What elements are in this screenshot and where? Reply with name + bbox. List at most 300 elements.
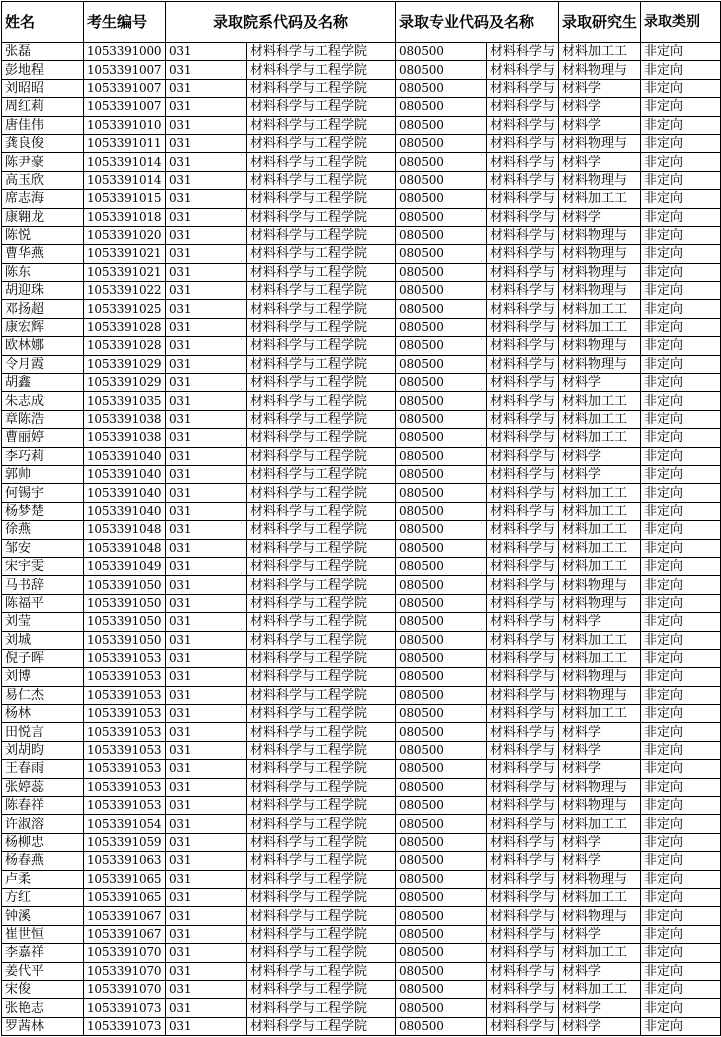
cell-category: 非定向: [641, 999, 721, 1017]
cell-category: 非定向: [641, 429, 721, 447]
cell-major-name: 材料科学与: [487, 888, 559, 906]
cell-category: 非定向: [641, 116, 721, 134]
cell-dept-code: 031: [166, 686, 247, 704]
cell-major-name: 材料科学与: [487, 870, 559, 888]
cell-category: 非定向: [641, 760, 721, 778]
cell-dept-name: 材料科学与工程学院: [247, 723, 396, 741]
cell-exam-id: 1053391053: [84, 723, 166, 741]
cell-category: 非定向: [641, 79, 721, 97]
cell-research-direction: 材料物理与: [559, 245, 641, 263]
cell-major-name: 材料科学与: [487, 484, 559, 502]
cell-category: 非定向: [641, 852, 721, 870]
cell-dept-name: 材料科学与工程学院: [247, 263, 396, 281]
cell-major-name: 材料科学与: [487, 668, 559, 686]
cell-exam-id: 1053391007: [84, 98, 166, 116]
cell-major-code: 080500: [396, 815, 487, 833]
cell-major-code: 080500: [396, 631, 487, 649]
cell-dept-name: 材料科学与工程学院: [247, 705, 396, 723]
cell-major-name: 材料科学与: [487, 1017, 559, 1035]
table-row: [2, 815, 721, 833]
cell-dept-name: 材料科学与工程学院: [247, 318, 396, 336]
cell-dept-name: 材料科学与工程学院: [247, 282, 396, 300]
cell-dept-code: 031: [166, 116, 247, 134]
table-row: [2, 208, 721, 226]
cell-name: 张磊: [2, 43, 84, 61]
table-row: [2, 631, 721, 649]
table-row: [2, 171, 721, 189]
cell-dept-name: 材料科学与工程学院: [247, 61, 396, 79]
cell-major-name: 材料科学与: [487, 282, 559, 300]
cell-research-direction: 材料物理与: [559, 576, 641, 594]
cell-major-name: 材料科学与: [487, 833, 559, 851]
cell-name: 彭地程: [2, 61, 84, 79]
cell-dept-name: 材料科学与工程学院: [247, 98, 396, 116]
cell-category: 非定向: [641, 263, 721, 281]
table-row: [2, 190, 721, 208]
cell-major-code: 080500: [396, 61, 487, 79]
cell-dept-code: 031: [166, 447, 247, 465]
cell-name: 郭帅: [2, 465, 84, 483]
cell-major-code: 080500: [396, 833, 487, 851]
cell-dept-name: 材料科学与工程学院: [247, 153, 396, 171]
cell-major-code: 080500: [396, 116, 487, 134]
cell-exam-id: 1053391014: [84, 171, 166, 189]
cell-research-direction: 材料物理与: [559, 355, 641, 373]
cell-dept-name: 材料科学与工程学院: [247, 778, 396, 796]
header-row: [2, 2, 721, 43]
cell-exam-id: 1053391050: [84, 576, 166, 594]
table-row: [2, 410, 721, 428]
cell-major-code: 080500: [396, 760, 487, 778]
cell-major-code: 080500: [396, 502, 487, 520]
cell-exam-id: 1053391065: [84, 870, 166, 888]
cell-exam-id: 1053391022: [84, 282, 166, 300]
cell-dept-name: 材料科学与工程学院: [247, 594, 396, 612]
table-row: [2, 888, 721, 906]
cell-dept-code: 031: [166, 465, 247, 483]
cell-research-direction: 材料加工工: [559, 980, 641, 998]
cell-major-code: 080500: [396, 980, 487, 998]
cell-name: 曹华燕: [2, 245, 84, 263]
cell-research-direction: 材料加工工: [559, 318, 641, 336]
cell-exam-id: 1053391054: [84, 815, 166, 833]
cell-major-code: 080500: [396, 484, 487, 502]
cell-exam-id: 1053391053: [84, 797, 166, 815]
cell-category: 非定向: [641, 465, 721, 483]
table-row: [2, 723, 721, 741]
cell-major-name: 材料科学与: [487, 723, 559, 741]
cell-dept-name: 材料科学与工程学院: [247, 980, 396, 998]
cell-exam-id: 1053391015: [84, 190, 166, 208]
header-research: 录取研究生: [559, 2, 641, 43]
cell-dept-code: 031: [166, 153, 247, 171]
cell-major-name: 材料科学与: [487, 392, 559, 410]
cell-exam-id: 1053391007: [84, 61, 166, 79]
cell-category: 非定向: [641, 980, 721, 998]
cell-category: 非定向: [641, 502, 721, 520]
cell-name: 杨春燕: [2, 852, 84, 870]
cell-exam-id: 1053391040: [84, 447, 166, 465]
cell-major-name: 材料科学与: [487, 613, 559, 631]
cell-major-name: 材料科学与: [487, 944, 559, 962]
cell-dept-code: 031: [166, 797, 247, 815]
cell-dept-name: 材料科学与工程学院: [247, 116, 396, 134]
cell-major-name: 材料科学与: [487, 594, 559, 612]
cell-dept-name: 材料科学与工程学院: [247, 134, 396, 152]
cell-major-name: 材料科学与: [487, 649, 559, 667]
cell-major-code: 080500: [396, 134, 487, 152]
cell-dept-code: 031: [166, 557, 247, 575]
cell-dept-name: 材料科学与工程学院: [247, 410, 396, 428]
cell-name: 陈悦: [2, 226, 84, 244]
cell-major-code: 080500: [396, 79, 487, 97]
cell-exam-id: 1053391049: [84, 557, 166, 575]
cell-name: 何锡宇: [2, 484, 84, 502]
cell-name: 宋俊: [2, 980, 84, 998]
cell-category: 非定向: [641, 613, 721, 631]
cell-exam-id: 1053391053: [84, 741, 166, 759]
cell-category: 非定向: [641, 337, 721, 355]
cell-name: 唐佳伟: [2, 116, 84, 134]
cell-category: 非定向: [641, 282, 721, 300]
cell-category: 非定向: [641, 815, 721, 833]
cell-category: 非定向: [641, 723, 721, 741]
header-exam-id: 考生编号: [84, 2, 166, 43]
cell-name: 陈春祥: [2, 797, 84, 815]
cell-exam-id: 1053391014: [84, 153, 166, 171]
header-name: 姓名: [2, 2, 84, 43]
cell-exam-id: 1053391029: [84, 374, 166, 392]
cell-name: 崔世恒: [2, 925, 84, 943]
cell-research-direction: 材料加工工: [559, 190, 641, 208]
cell-major-code: 080500: [396, 778, 487, 796]
cell-category: 非定向: [641, 907, 721, 925]
cell-research-direction: 材料物理与: [559, 263, 641, 281]
cell-exam-id: 1053391040: [84, 465, 166, 483]
cell-name: 龚良俊: [2, 134, 84, 152]
cell-name: 席志海: [2, 190, 84, 208]
cell-category: 非定向: [641, 190, 721, 208]
cell-category: 非定向: [641, 557, 721, 575]
table-row: [2, 613, 721, 631]
cell-research-direction: 材料加工工: [559, 392, 641, 410]
cell-dept-name: 材料科学与工程学院: [247, 631, 396, 649]
cell-research-direction: 材料物理与: [559, 226, 641, 244]
cell-dept-name: 材料科学与工程学院: [247, 649, 396, 667]
table-row: [2, 502, 721, 520]
cell-major-name: 材料科学与: [487, 631, 559, 649]
cell-major-code: 080500: [396, 907, 487, 925]
cell-exam-id: 1053391073: [84, 1017, 166, 1035]
cell-exam-id: 1053391073: [84, 999, 166, 1017]
cell-category: 非定向: [641, 870, 721, 888]
cell-name: 刘莹: [2, 613, 84, 631]
cell-dept-name: 材料科学与工程学院: [247, 760, 396, 778]
table-row: [2, 282, 721, 300]
cell-dept-name: 材料科学与工程学院: [247, 226, 396, 244]
cell-category: 非定向: [641, 484, 721, 502]
cell-major-code: 080500: [396, 925, 487, 943]
cell-dept-name: 材料科学与工程学院: [247, 944, 396, 962]
cell-major-name: 材料科学与: [487, 539, 559, 557]
cell-category: 非定向: [641, 208, 721, 226]
cell-category: 非定向: [641, 300, 721, 318]
cell-name: 姜代平: [2, 962, 84, 980]
cell-category: 非定向: [641, 925, 721, 943]
cell-exam-id: 1053391070: [84, 980, 166, 998]
cell-dept-code: 031: [166, 484, 247, 502]
table-row: [2, 907, 721, 925]
table-row: [2, 337, 721, 355]
cell-major-name: 材料科学与: [487, 447, 559, 465]
cell-major-code: 080500: [396, 668, 487, 686]
cell-dept-name: 材料科学与工程学院: [247, 337, 396, 355]
cell-name: 陈东: [2, 263, 84, 281]
cell-category: 非定向: [641, 668, 721, 686]
cell-major-code: 080500: [396, 190, 487, 208]
table-row: [2, 870, 721, 888]
cell-major-code: 080500: [396, 539, 487, 557]
cell-dept-code: 031: [166, 649, 247, 667]
cell-dept-code: 031: [166, 355, 247, 373]
cell-exam-id: 1053391010: [84, 116, 166, 134]
cell-major-code: 080500: [396, 447, 487, 465]
table-row: [2, 705, 721, 723]
cell-exam-id: 1053391048: [84, 539, 166, 557]
cell-dept-name: 材料科学与工程学院: [247, 870, 396, 888]
cell-research-direction: 材料物理与: [559, 337, 641, 355]
cell-major-code: 080500: [396, 723, 487, 741]
cell-dept-code: 031: [166, 429, 247, 447]
cell-dept-code: 031: [166, 870, 247, 888]
cell-dept-code: 031: [166, 502, 247, 520]
cell-dept-name: 材料科学与工程学院: [247, 392, 396, 410]
cell-exam-id: 1053391028: [84, 318, 166, 336]
cell-name: 朱志成: [2, 392, 84, 410]
cell-dept-code: 031: [166, 613, 247, 631]
cell-major-code: 080500: [396, 392, 487, 410]
cell-exam-id: 1053391035: [84, 392, 166, 410]
cell-dept-code: 031: [166, 190, 247, 208]
table-row: [2, 668, 721, 686]
cell-exam-id: 1053391028: [84, 337, 166, 355]
cell-major-code: 080500: [396, 263, 487, 281]
cell-major-code: 080500: [396, 962, 487, 980]
cell-dept-name: 材料科学与工程学院: [247, 613, 396, 631]
table-row: [2, 300, 721, 318]
table-row: [2, 245, 721, 263]
cell-dept-code: 031: [166, 171, 247, 189]
cell-category: 非定向: [641, 888, 721, 906]
cell-major-name: 材料科学与: [487, 374, 559, 392]
cell-major-name: 材料科学与: [487, 521, 559, 539]
cell-name: 令月霞: [2, 355, 84, 373]
cell-name: 王春雨: [2, 760, 84, 778]
cell-name: 康宏辉: [2, 318, 84, 336]
cell-dept-name: 材料科学与工程学院: [247, 79, 396, 97]
cell-major-name: 材料科学与: [487, 134, 559, 152]
cell-research-direction: 材料加工工: [559, 557, 641, 575]
cell-major-name: 材料科学与: [487, 907, 559, 925]
cell-dept-name: 材料科学与工程学院: [247, 888, 396, 906]
cell-name: 康翱龙: [2, 208, 84, 226]
table-row: [2, 649, 721, 667]
table-row: [2, 116, 721, 134]
table-row: [2, 686, 721, 704]
cell-research-direction: 材料物理与: [559, 594, 641, 612]
table-row: [2, 557, 721, 575]
cell-major-name: 材料科学与: [487, 576, 559, 594]
cell-dept-name: 材料科学与工程学院: [247, 907, 396, 925]
cell-dept-code: 031: [166, 245, 247, 263]
cell-major-name: 材料科学与: [487, 429, 559, 447]
cell-exam-id: 1053391053: [84, 760, 166, 778]
cell-exam-id: 1053391020: [84, 226, 166, 244]
cell-dept-name: 材料科学与工程学院: [247, 576, 396, 594]
cell-dept-name: 材料科学与工程学院: [247, 539, 396, 557]
cell-category: 非定向: [641, 649, 721, 667]
cell-name: 杨梦楚: [2, 502, 84, 520]
cell-category: 非定向: [641, 226, 721, 244]
table-row: [2, 79, 721, 97]
cell-dept-name: 材料科学与工程学院: [247, 521, 396, 539]
table-row: [2, 521, 721, 539]
cell-research-direction: 材料学: [559, 925, 641, 943]
cell-exam-id: 1053391040: [84, 502, 166, 520]
cell-exam-id: 1053391070: [84, 944, 166, 962]
cell-dept-code: 031: [166, 778, 247, 796]
cell-name: 田悦言: [2, 723, 84, 741]
cell-category: 非定向: [641, 392, 721, 410]
cell-research-direction: 材料物理与: [559, 686, 641, 704]
cell-name: 胡迎珠: [2, 282, 84, 300]
cell-research-direction: 材料学: [559, 1017, 641, 1035]
cell-exam-id: 1053391021: [84, 263, 166, 281]
cell-major-name: 材料科学与: [487, 980, 559, 998]
cell-category: 非定向: [641, 962, 721, 980]
table-row: [2, 374, 721, 392]
cell-category: 非定向: [641, 778, 721, 796]
cell-research-direction: 材料学: [559, 153, 641, 171]
cell-research-direction: 材料物理与: [559, 171, 641, 189]
cell-research-direction: 材料加工工: [559, 631, 641, 649]
cell-major-code: 080500: [396, 429, 487, 447]
table-row: [2, 429, 721, 447]
cell-exam-id: 1053391025: [84, 300, 166, 318]
cell-major-name: 材料科学与: [487, 999, 559, 1017]
cell-exam-id: 1053391059: [84, 833, 166, 851]
cell-category: 非定向: [641, 134, 721, 152]
cell-exam-id: 1053391018: [84, 208, 166, 226]
cell-major-code: 080500: [396, 208, 487, 226]
cell-dept-code: 031: [166, 980, 247, 998]
cell-major-name: 材料科学与: [487, 760, 559, 778]
cell-major-name: 材料科学与: [487, 263, 559, 281]
cell-research-direction: 材料加工工: [559, 484, 641, 502]
cell-dept-code: 031: [166, 705, 247, 723]
cell-exam-id: 1053391000: [84, 43, 166, 61]
cell-research-direction: 材料学: [559, 741, 641, 759]
table-row: [2, 465, 721, 483]
cell-major-code: 080500: [396, 245, 487, 263]
cell-major-name: 材料科学与: [487, 852, 559, 870]
cell-dept-name: 材料科学与工程学院: [247, 355, 396, 373]
cell-category: 非定向: [641, 447, 721, 465]
cell-dept-code: 031: [166, 43, 247, 61]
cell-major-code: 080500: [396, 226, 487, 244]
table-row: [2, 484, 721, 502]
cell-major-name: 材料科学与: [487, 208, 559, 226]
cell-dept-code: 031: [166, 760, 247, 778]
cell-major-code: 080500: [396, 337, 487, 355]
cell-dept-name: 材料科学与工程学院: [247, 447, 396, 465]
cell-research-direction: 材料加工工: [559, 888, 641, 906]
cell-category: 非定向: [641, 797, 721, 815]
cell-name: 张婷蕊: [2, 778, 84, 796]
cell-research-direction: 材料物理与: [559, 282, 641, 300]
cell-dept-name: 材料科学与工程学院: [247, 925, 396, 943]
cell-name: 张艳志: [2, 999, 84, 1017]
cell-dept-code: 031: [166, 1017, 247, 1035]
cell-exam-id: 1053391053: [84, 668, 166, 686]
cell-major-name: 材料科学与: [487, 98, 559, 116]
cell-category: 非定向: [641, 741, 721, 759]
cell-dept-code: 031: [166, 208, 247, 226]
cell-dept-code: 031: [166, 815, 247, 833]
cell-major-name: 材料科学与: [487, 502, 559, 520]
table-row: [2, 392, 721, 410]
cell-name: 徐燕: [2, 521, 84, 539]
cell-category: 非定向: [641, 318, 721, 336]
cell-dept-code: 031: [166, 392, 247, 410]
cell-dept-code: 031: [166, 741, 247, 759]
table-row: [2, 833, 721, 851]
cell-research-direction: 材料学: [559, 208, 641, 226]
cell-major-code: 080500: [396, 613, 487, 631]
cell-major-code: 080500: [396, 521, 487, 539]
cell-dept-code: 031: [166, 374, 247, 392]
cell-major-code: 080500: [396, 300, 487, 318]
cell-research-direction: 材料加工工: [559, 539, 641, 557]
cell-dept-name: 材料科学与工程学院: [247, 429, 396, 447]
cell-major-name: 材料科学与: [487, 153, 559, 171]
cell-exam-id: 1053391065: [84, 888, 166, 906]
cell-dept-name: 材料科学与工程学院: [247, 43, 396, 61]
cell-category: 非定向: [641, 833, 721, 851]
cell-dept-code: 031: [166, 282, 247, 300]
cell-category: 非定向: [641, 355, 721, 373]
cell-name: 刘胡昀: [2, 741, 84, 759]
cell-major-code: 080500: [396, 43, 487, 61]
cell-research-direction: 材料物理与: [559, 870, 641, 888]
cell-category: 非定向: [641, 61, 721, 79]
cell-category: 非定向: [641, 521, 721, 539]
cell-dept-code: 031: [166, 852, 247, 870]
cell-name: 罗茜林: [2, 1017, 84, 1035]
cell-name: 许淑溶: [2, 815, 84, 833]
header-major: 录取专业代码及名称: [396, 2, 559, 43]
cell-major-code: 080500: [396, 797, 487, 815]
cell-research-direction: 材料物理与: [559, 907, 641, 925]
cell-exam-id: 1053391029: [84, 355, 166, 373]
table-row: [2, 778, 721, 796]
cell-dept-code: 031: [166, 300, 247, 318]
table-row: [2, 539, 721, 557]
cell-research-direction: 材料学: [559, 116, 641, 134]
cell-exam-id: 1053391007: [84, 79, 166, 97]
cell-exam-id: 1053391021: [84, 245, 166, 263]
cell-research-direction: 材料加工工: [559, 649, 641, 667]
